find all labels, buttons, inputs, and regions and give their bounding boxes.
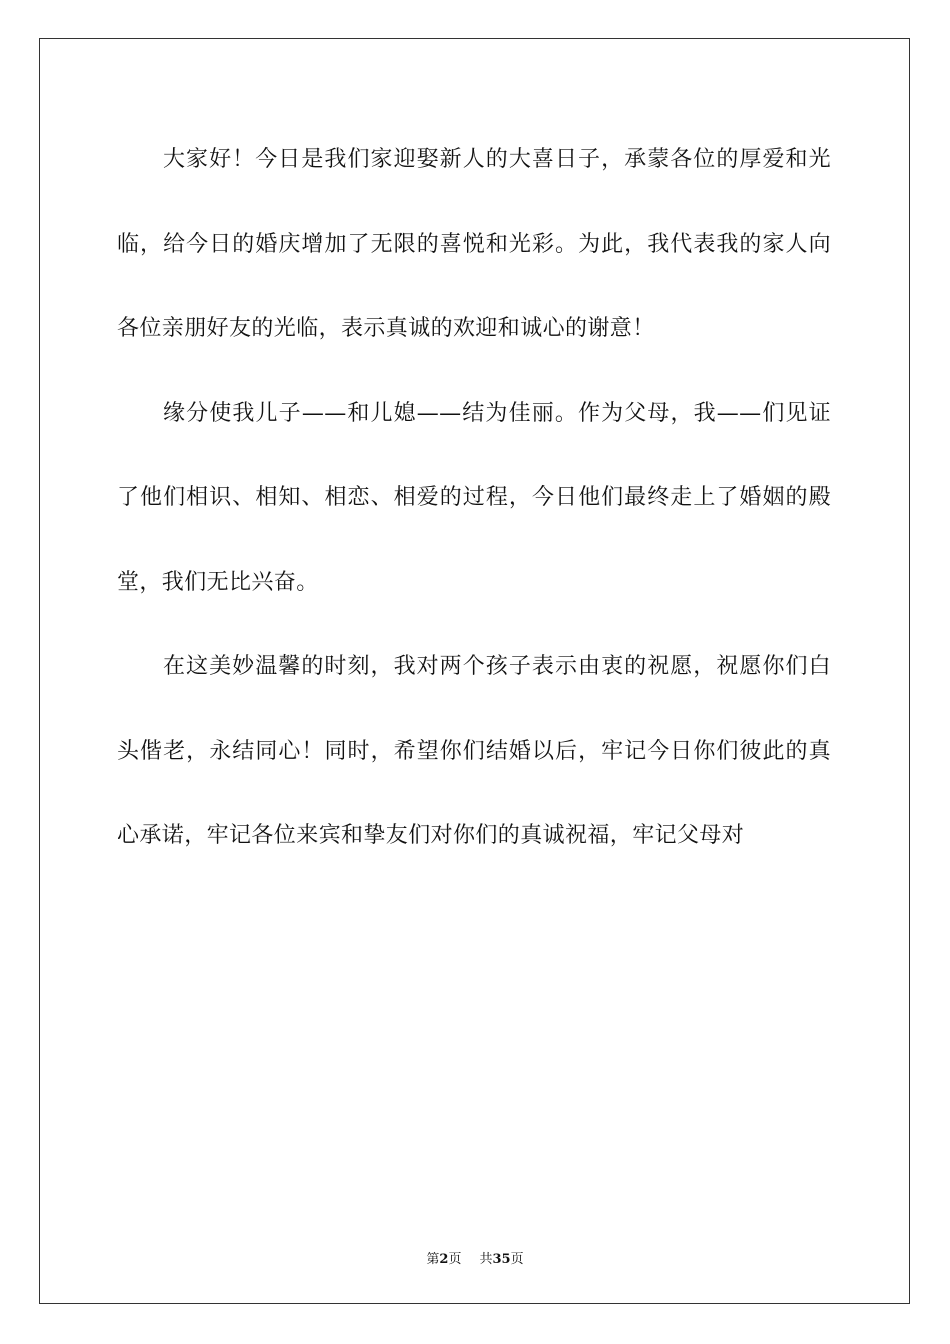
- total-suffix: 页: [510, 1252, 524, 1267]
- total-prefix: 共: [479, 1252, 493, 1267]
- paragraph-1: 大家好！今日是我们家迎娶新人的大喜日子，承蒙各位的厚爱和光临，给今日的婚庆增加了无限的喜悦和光彩。为此，我代表我的家人向各位亲朋好友的光临，表示真诚的欢迎和诚心的谢意！: [117, 147, 831, 341]
- page-footer: [0, 1248, 950, 1267]
- page-number: 2: [439, 1252, 449, 1267]
- page-suffix: 页: [448, 1252, 462, 1267]
- total-pages: 35: [492, 1252, 511, 1267]
- paragraph-3: 在这美妙温馨的时刻，我对两个孩子表示由衷的祝愿，祝愿你们白头偕老，永结同心！同时，希望你们结婚以后，牢记今日你们彼此的真心承诺，牢记各位来宾和挚友们对你们的真诚祝福，牢记父母对: [117, 654, 831, 848]
- paragraph-2: 缘分使我儿子——和儿媳——结为佳丽。作为父母，我——们见证了他们相识、相知、相恋、相爱的过程，今日他们最终走上了婚姻的殿堂，我们无比兴奋。: [117, 400, 831, 595]
- document-body: [117, 118, 831, 879]
- page-prefix: 第: [426, 1252, 440, 1267]
